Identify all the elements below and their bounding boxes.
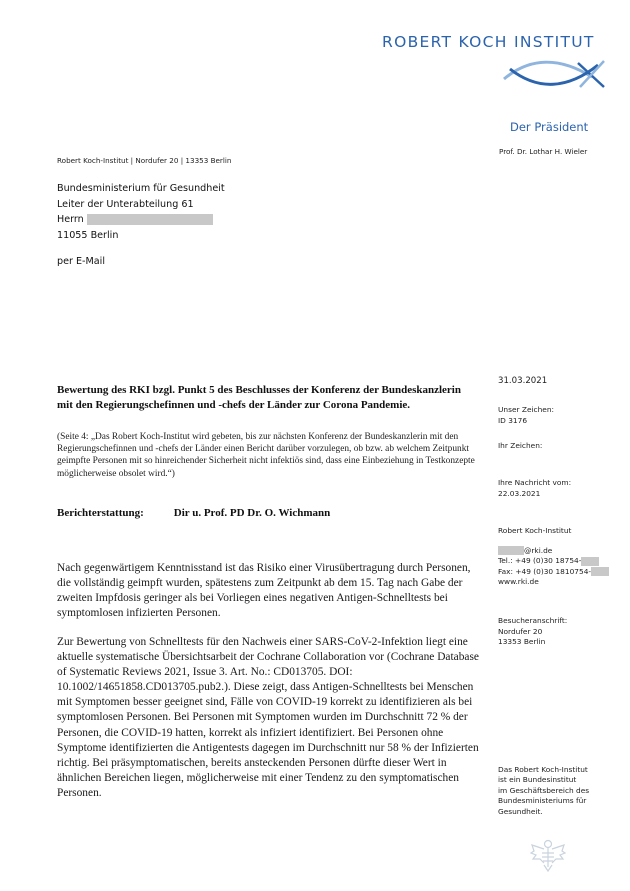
recipient-address (57, 181, 225, 243)
note-line: Das Robert Koch-Institut (498, 765, 588, 774)
contact-web: www.rki.de (498, 577, 539, 586)
redacted-tel-ext (581, 557, 599, 566)
reporting-label: Berichterstattung: (57, 507, 144, 519)
note-line: Bundesministeriums für (498, 796, 587, 806)
contact-block (498, 526, 623, 588)
note-line: Gesundheit. (498, 806, 543, 816)
visitor-address (498, 616, 623, 648)
sender-line: Robert Koch-Institut | Nordufer 20 | 13353 Berlin (57, 156, 232, 165)
tel-number: Tel.: +49 (0)30 18754- (498, 556, 582, 565)
recipient-salutation: Herrn (57, 214, 84, 225)
contact-fax (498, 567, 623, 578)
contact-tel (498, 556, 623, 567)
your-reference (498, 441, 623, 452)
institute-note (498, 765, 589, 817)
redacted-name (87, 214, 213, 225)
recipient-line2: Leiter der Unterabteilung 61 (57, 198, 194, 210)
office-title: Der Präsident (510, 120, 589, 134)
contact-email (498, 546, 623, 557)
recipient-line3 (57, 212, 225, 228)
reporting-value: Dir u. Prof. PD Dr. O. Wichmann (173, 507, 331, 519)
note-line: ist ein Bundesinstitut (498, 775, 577, 785)
note-line: im Geschäftsbereich des (498, 785, 590, 795)
our-ref-value: ID 3176 (498, 415, 528, 425)
institute-logo-text: ROBERT KOCH INSTITUT (382, 33, 595, 51)
your-msg-label: Ihre Nachricht vom: (498, 478, 572, 487)
delivery-method: per E-Mail (57, 256, 105, 267)
visitor-city: 13353 Berlin (498, 637, 546, 646)
your-message (498, 478, 623, 499)
body-paragraph-2: Zur Bewertung von Schnelltests für den Nachweis einer SARS-CoV-2-Infektion liegt eine aktuelle systematische Übersichtsarbeit der Cochrane Collaboration vor (Cochrane Database of Systematic Reviews 2021, Issue 3. Art. No.: CD013705. DOI: 10.1002/14651858.CD013705.pub2.). Diese zeigt, dass Antigen-Schnelltests bei Menschen mit Symptomen besser geeignet sind, Fälle von COVID-19 korrekt zu identifizieren als bei symptomlosen Personen. Bei Personen mit Symptomen wurden im Durchschnitt 72 % der Personen, die COVID-19 hatten, korrekt als infiziert identifiziert. Bei Personen ohne Symptome identifizierten die Antigentests dagegen im Durchschnitt nur 58 % der Infizierten richtig. Bei präsymptomatischen, bereits ansteckenden Personen dürfte dieser Wert in ähnlichen Bereichen liegen, möglicherweise mit einer Tendenz zu den symptomatischen Personen. (57, 636, 479, 799)
redacted-email-user (498, 546, 524, 555)
contact-org: Robert Koch-Institut (498, 526, 572, 535)
email-domain: @rki.de (524, 545, 553, 555)
rki-logo-icon (500, 55, 610, 95)
letter-subject: Bewertung des RKI bzgl. Punkt 5 des Beschlusses der Konferenz der Bundeskanzlerin mit den Regierungschefinnen und -chefs der Länder zur Corona Pandemie. (57, 384, 461, 411)
your-msg-value: 22.03.2021 (498, 488, 541, 498)
reporting-line (57, 507, 330, 519)
your-ref-label: Ihr Zeichen: (498, 441, 543, 450)
body-paragraph-1: Nach gegenwärtigem Kenntnisstand ist das Risiko einer Virusübertragung durch Personen, die vollständig geimpft wurden, spätestens zum Zeitpunkt ab dem 15. Tag nach Gabe der zweiten Impfdosis geringer als bei Vorliegen eines negativen Antigen-Schnelltests bei symptomlosen infizierten Personen. (57, 562, 471, 620)
subject-quote: (Seite 4: „Das Robert Koch-Institut wird gebeten, bis zur nächsten Konferenz der Bundeskanzlerin mit den Regierungschefinnen und -chefs der Länder einen Bericht darüber vorzulegen, ob bzw. ab welchem Zeitpunkt geimpfte Personen mit so hinreichender Sicherheit nicht infektiös sind, dass eine Einbeziehung in Testkonzepte möglicherweise obsolet wird.“) (57, 432, 475, 479)
our-reference (498, 405, 623, 426)
federal-eagle-icon (528, 835, 568, 875)
letter-date: 31.03.2021 (498, 376, 548, 386)
visitor-label: Besucheranschrift: (498, 616, 568, 625)
recipient-line4: 11055 Berlin (57, 229, 119, 241)
fax-number: Fax: +49 (0)30 1810754- (498, 566, 592, 576)
president-name: Prof. Dr. Lothar H. Wieler (499, 147, 588, 156)
visitor-street: Nordufer 20 (498, 626, 543, 636)
redacted-fax-ext (591, 567, 609, 576)
our-ref-label: Unser Zeichen: (498, 405, 555, 414)
recipient-line1: Bundesministerium für Gesundheit (57, 183, 225, 194)
